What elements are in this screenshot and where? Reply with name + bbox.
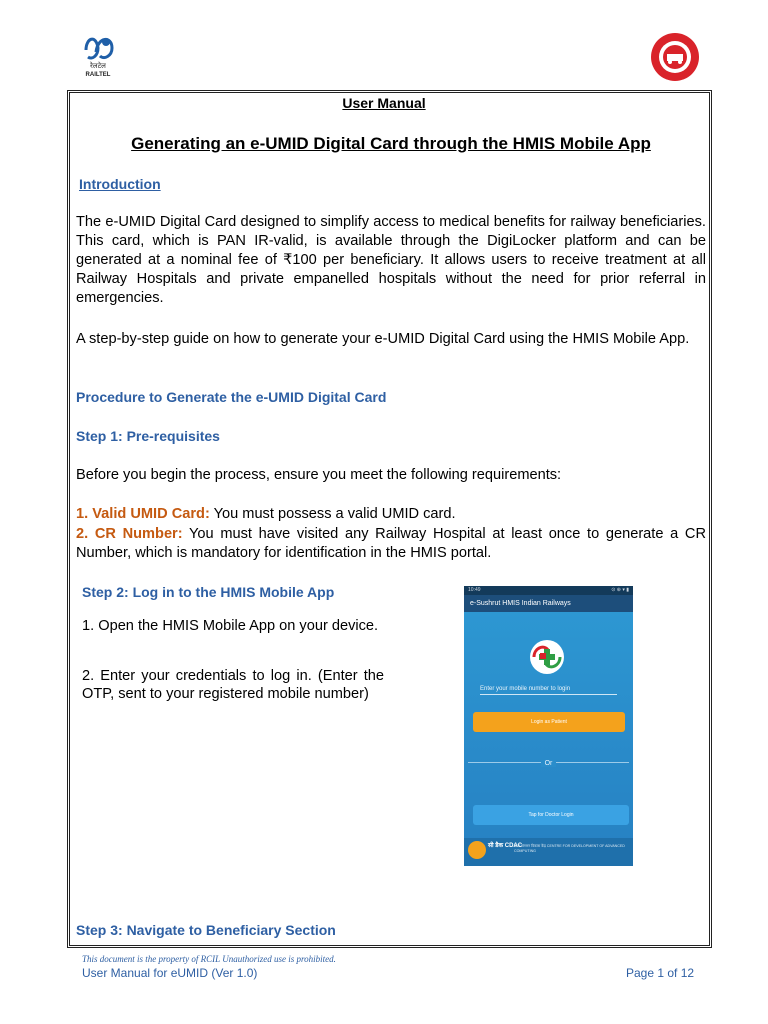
- status-icons: ⊙ ⊕ ▾ ▮: [611, 587, 629, 593]
- introduction-paragraph: The e-UMID Digital Card designed to simplify access to medical benefits for railway beneficiaries. This card, which is PAN IR-valid, is available through the DigiLocker platform and can be generated at a nominal fee of ₹100 per beneficiary. It allows users to receive treatment at all Railway Hospitals and private empanelled hospitals without the need for prior referral in emergencies.: [76, 214, 706, 306]
- mobile-number-input[interactable]: Enter your mobile number to login: [480, 686, 617, 695]
- step1-heading: Step 1: Pre-requisites: [76, 428, 220, 444]
- requirement-item: [76, 525, 706, 563]
- introduction-heading: Introduction: [79, 176, 161, 192]
- login-as-patient-button[interactable]: Login as Patient: [473, 712, 625, 732]
- app-screenshot: [464, 586, 633, 866]
- cdac-logo-icon: [468, 841, 486, 859]
- requirement-label: 1. Valid UMID Card:: [76, 506, 210, 522]
- step3-heading: Step 3: Navigate to Beneficiary Section: [76, 922, 336, 938]
- footer-manual-version: User Manual for eUMID (Ver 1.0): [82, 966, 258, 980]
- procedure-heading: Procedure to Generate the e-UMID Digital Card: [76, 389, 387, 405]
- svg-text:रेलटेल: रेलटेल: [90, 62, 106, 70]
- page-title: Generating an e-UMID Digital Card through the HMIS Mobile App: [131, 134, 651, 153]
- step2-heading: Step 2: Log in to the HMIS Mobile App: [82, 584, 335, 600]
- doctor-login-button[interactable]: Tap for Doctor Login: [473, 805, 629, 825]
- footer-page-number: Page 1 of 12: [626, 966, 695, 980]
- cdac-subtitle: प्रगत संगणन विकास केंद्र CENTRE FOR DEVELOPMENT OF ADVANCED COMPUTING: [514, 844, 625, 853]
- phone-body: [464, 612, 633, 866]
- cdac-label: सी डैक CDAC: [488, 843, 523, 849]
- step1-intro: Before you begin the process, ensure you meet the following requirements:: [76, 467, 562, 483]
- requirement-text: You must possess a valid UMID card.: [209, 506, 456, 522]
- footer-note: This document is the property of RCIL Unauthorized use is prohibited.: [82, 954, 336, 964]
- document-label: User Manual: [342, 95, 426, 111]
- guide-paragraph: A step-by-step guide on how to generate your e-UMID Digital Card using the HMIS Mobile App.: [76, 331, 690, 347]
- indian-railways-logo: [650, 32, 700, 82]
- requirement-label: 2. CR Number:: [76, 526, 183, 542]
- or-label: [464, 760, 633, 767]
- requirement-item: [76, 505, 706, 524]
- svg-text:RAILTEL: RAILTEL: [85, 72, 111, 78]
- status-time: 10:49: [468, 587, 481, 593]
- requirement-text: You must have visited any Railway Hospital at least once to generate a CR Number, which is mandatory for identification in the HMIS portal.: [76, 526, 707, 561]
- step2-item: 1. Open the HMIS Mobile App on your device.: [82, 618, 379, 634]
- app-title: e-Sushrut HMIS Indian Railways: [464, 595, 633, 612]
- or-text: Or: [541, 760, 557, 767]
- hmis-logo-icon: [526, 638, 568, 676]
- railtel-logo: [76, 30, 120, 80]
- cdac-footer: [464, 838, 633, 866]
- step2-item: 2. Enter your credentials to log in. (Enter the OTP, sent to your registered mobile number): [82, 668, 384, 702]
- phone-status-bar: [464, 586, 633, 595]
